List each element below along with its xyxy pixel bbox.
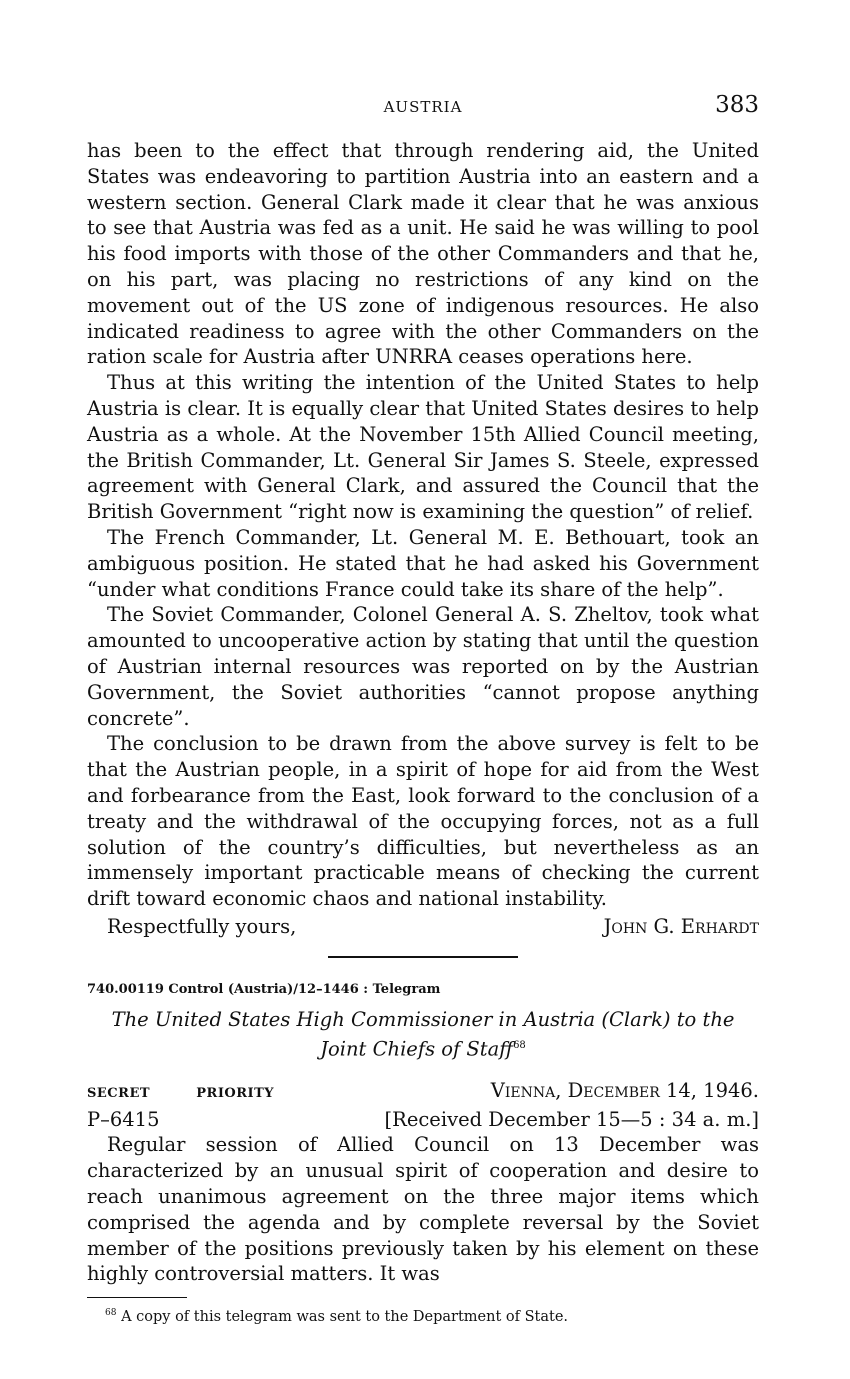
telegram-body: Regular session of Allied Council on 13 December was characterized by an unusual spirit of cooperation and desire to reach unanimous agreement on the three major items which comprised the agenda and by complete reversal by the Soviet member of the positions previously taken by his element on these highly controversial matters. It was [87,1133,759,1286]
page-number: 383 [715,92,759,118]
salutation: Respectfully yours, [107,914,297,938]
signature: John G. Erhardt [603,914,759,938]
closing [87,914,759,940]
letter-body [87,138,759,912]
paragraph: Thus at this writing the intention of the United States to help Austria is clear. It is equally clear that United States desires to help Austria as a whole. At the November 15th Allied Council meeting, the British Commander, Lt. General Sir James S. Steele, expressed agreement with General Clark, and assured the Council that the British Government “right now is examining the question” of relief. [87,371,759,524]
document-title [87,1007,759,1062]
footnote-marker: 68 [105,1308,117,1319]
paragraph: The French Commander, Lt. General M. E. Bethouart, took an ambiguous position. He stated that he had asked his Government “under what conditions France could take its share of the help”. [87,525,759,601]
telegram-number-row [87,1107,759,1133]
running-head [87,92,759,124]
place-date: Vienna, December 14, 1946. [490,1078,759,1102]
paragraph: The Soviet Commander, Colonel General A. S. Zheltov, took what amounted to uncooperative action by stating that until the question of Austrian internal resources was reported on by the Austrian Government, the Soviet authorities “cannot propose anything concrete”. [87,603,759,730]
paragraph: The conclusion to be drawn from the above survey is felt to be that the Austrian people, in a spirit of hope for aid from the West and forbearance from the East, look forward to the conclusion of a treaty and the withdrawal of the occupying forces, not as a full solution of the country’s difficulties, but nevertheless as an immensely important practicable means of checking the current drift toward economic chaos and national instability. [87,732,759,911]
footnote-ref: 68 [513,1039,526,1051]
footnote-text: A copy of this telegram was sent to the Department of State. [121,1309,569,1325]
received-note: [Received December 15—5 : 34 a. m.] [384,1107,759,1131]
running-head-title: AUSTRIA [383,98,463,116]
document-title-text: The United States High Commissioner in Austria (Clark) to the Joint Chiefs of Staff [111,1007,735,1060]
section-divider [328,956,518,958]
classification-label: SECRET [87,1085,151,1101]
page [87,92,759,1325]
priority-label: PRIORITY [196,1085,275,1101]
document-reference: 740.00119 Control (Austria)/12–1446 : Telegram [87,981,441,997]
paragraph-continued: has been to the effect that through rendering aid, the United States was endeavoring to partition Austria into an eastern and a western section. General Clark made it clear that he was anxious to see that Austria was fed as a unit. He said he was willing to pool his food imports with those of the other Commanders and that he, on his part, was placing no restrictions of any kind on the movement out of the US zone of indigenous resources. He also indicated readiness to agree with the other Commanders on the ration scale for Austria after UNRRA ceases operations here. [87,139,759,369]
footnote [87,1308,759,1325]
footnote-divider [87,1297,187,1298]
telegram-header-row [87,1078,759,1107]
telegram-number: P–6415 [87,1107,160,1131]
